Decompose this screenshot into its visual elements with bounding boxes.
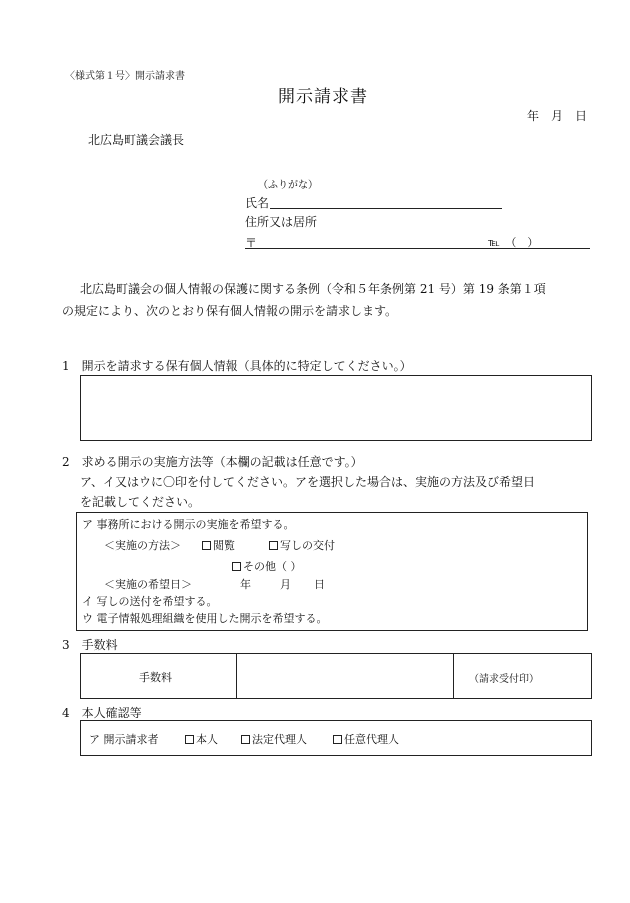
intro-line-2: の規定により、次のとおり保有個人情報の開示を請求します。 [62, 304, 398, 318]
opt-legal[interactable]: 法定代理人 [241, 731, 307, 747]
date-day: 日 [314, 578, 325, 591]
intro-line-1: 北広島町議会の個人情報の保護に関する条例（令和５年条例第 21 号）第 19 条第１項 [80, 282, 546, 296]
section-2-heading: 2 求める開示の実施方法等（本欄の記載は任意です。） [62, 455, 363, 469]
section-2-note-1: ア、イ又はウに〇印を付してください。アを選択した場合は、実施の方法及び希望日 [80, 475, 536, 489]
page-title: 開示請求書 [278, 87, 368, 107]
section-1-heading: 1 開示を請求する保有個人情報（具体的に特定してください。） [62, 359, 412, 373]
option-a[interactable]: ア 事務所における開示の実施を希望する。 [82, 518, 295, 531]
method-view[interactable]: 閲覧 [202, 537, 235, 553]
option-b[interactable]: イ 写しの送付を希望する。 [82, 595, 218, 608]
checkbox-icon [202, 541, 211, 550]
option-c[interactable]: ウ 電子情報処理組織を使用した開示を希望する。 [82, 612, 328, 625]
opt-self[interactable]: 本人 [185, 731, 218, 747]
checkbox-icon [241, 735, 250, 744]
requester-label: ア 開示請求者 [89, 733, 159, 746]
checkbox-icon [333, 735, 342, 744]
address-label: 住所又は居所 [245, 215, 318, 229]
method-label: ＜実施の方法＞ [104, 539, 181, 552]
addressee: 北広島町議会議長 [88, 133, 185, 147]
fee-table [80, 653, 592, 699]
method-copy[interactable]: 写しの交付 [269, 537, 335, 553]
section-2-note-2: を記載してください。 [80, 495, 201, 509]
stamp-label: （請求受付印） [469, 674, 539, 685]
date-line: 年 月 日 [527, 109, 588, 123]
date-year: 年 [240, 578, 251, 591]
method-box [76, 512, 588, 631]
fee-label: 手数料 [139, 671, 172, 684]
section-4-heading: 4 本人確認等 [62, 706, 142, 720]
name-label: 氏名 [245, 196, 270, 210]
date-month: 月 [280, 578, 291, 591]
checkbox-icon [269, 541, 278, 550]
checkbox-icon [185, 735, 194, 744]
address-underline [245, 248, 590, 249]
date-label: ＜実施の希望日＞ [104, 578, 192, 591]
form-number: 〈様式第１号〉開示請求書 [65, 71, 185, 82]
furigana-label: （ふりがな） [258, 180, 318, 191]
fee-divider-1 [236, 654, 237, 698]
identity-box [80, 720, 592, 756]
postal-mark: 〒 [245, 236, 258, 250]
fee-divider-2 [453, 654, 454, 698]
personal-info-box[interactable] [80, 375, 592, 441]
opt-voluntary[interactable]: 任意代理人 [333, 731, 399, 747]
tel-label: ℡ （ ） [488, 236, 539, 249]
checkbox-icon [232, 562, 241, 571]
section-3-heading: 3 手数料 [62, 638, 118, 652]
name-underline [270, 208, 502, 209]
method-other[interactable]: その他（ ） [232, 558, 302, 574]
